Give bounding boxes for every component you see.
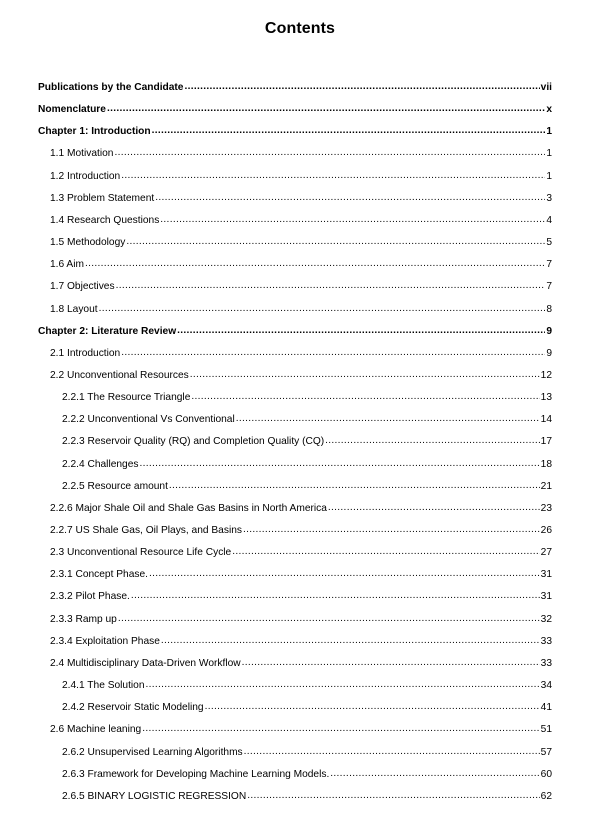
toc-entry-page-number: 62 [540,790,552,802]
dot-leader [243,523,540,537]
toc-chapter-entry[interactable] [38,125,552,139]
toc-entry-page-number: 7 [546,281,552,293]
toc-entry-page-number: 1 [546,170,552,182]
dot-leader [126,235,545,249]
toc-entry-page-number: 8 [546,303,552,315]
dot-leader [149,567,540,581]
toc-entry-label: 2.3 Unconventional Resource Life Cycle [50,547,232,559]
toc-entry-page-number: 18 [540,458,552,470]
dot-leader [325,434,540,448]
toc-entry-page-number: 9 [546,325,552,337]
toc-section-entry[interactable] [50,192,552,206]
toc-entry-label: Publications by the Candidate [38,82,184,93]
toc-section-entry[interactable] [62,790,552,804]
toc-entry-label: 2.6 Machine leaning [50,724,142,736]
toc-entry-label: 1.6 Aim [50,259,84,271]
dot-leader [191,390,539,404]
toc-entry-page-number: 21 [540,480,552,492]
toc-entry-label: 1.4 Research Questions [50,214,160,226]
dot-leader [114,146,545,160]
toc-entry-page-number: 14 [540,414,552,426]
toc-entry-label: 1.7 Objectives [50,281,115,293]
toc-entry-label: Nomenclature [38,104,106,116]
toc-entry-page-number: 32 [540,613,552,625]
toc-section-entry[interactable] [62,701,552,715]
dot-leader [161,634,540,648]
dot-leader [155,191,545,205]
toc-section-entry[interactable] [50,657,552,671]
toc-entry-page-number: 4 [546,214,552,226]
toc-section-entry[interactable] [50,635,552,649]
dot-leader [330,767,539,781]
toc-entry-page-number: 23 [540,502,552,514]
dot-leader [184,80,539,94]
toc-section-entry[interactable] [50,147,552,161]
toc-entry-page-number: 5 [546,237,552,249]
toc-entry-page-number: vii [540,82,552,93]
toc-section-entry[interactable] [50,347,552,361]
toc-entry-label: 2.2 Unconventional Resources [50,369,189,381]
page-title: Contents [264,20,336,37]
toc-section-entry[interactable] [62,480,552,494]
toc-entry-label: 1.2 Introduction [50,170,121,182]
dot-leader [99,302,546,316]
toc-entry-label: 2.6.5 BINARY LOGISTIC REGRESSION [62,790,247,802]
toc-entry-page-number: 12 [540,369,552,381]
toc-entry-page-number: 41 [540,702,552,714]
toc-section-entry[interactable] [62,746,552,760]
toc-entry-page-number: 27 [540,547,552,559]
toc-section-entry[interactable] [62,679,552,693]
toc-entry-page-number: 33 [540,657,552,669]
dot-leader [116,279,546,293]
toc-entry-label: 1.8 Layout [50,303,98,315]
dot-leader [205,700,540,714]
toc-entry-label: 2.2.3 Reservoir Quality (RQ) and Completion Quality (CQ) [62,436,325,448]
toc-section-entry[interactable] [50,214,552,228]
toc-entry-page-number: 17 [540,436,552,448]
toc-chapter-entry[interactable] [38,103,552,117]
toc-section-entry[interactable] [50,502,552,516]
toc-entry-page-number: 1 [546,148,552,160]
dot-leader [107,102,545,116]
toc-section-entry[interactable] [62,435,552,449]
toc-chapter-entry[interactable] [38,325,552,339]
toc-entry-label: 1.1 Motivation [50,148,114,160]
toc-entry-label: 2.6.3 Framework for Developing Machine Learning Models. [62,768,330,780]
toc-entry-label: 2.3.1 Concept Phase. [50,569,148,581]
toc-section-entry[interactable] [62,391,552,405]
toc-entry-page-number: 31 [540,591,552,603]
toc-section-entry[interactable] [62,413,552,427]
dot-leader [146,678,540,692]
toc-entry-label: 2.4.1 The Solution [62,680,145,692]
toc-entry-label: 2.6.2 Unsupervised Learning Algorithms [62,746,243,758]
toc-entry-label: 2.4.2 Reservoir Static Modeling [62,702,204,714]
toc-section-entry[interactable] [62,458,552,472]
dot-leader [177,324,545,338]
toc-entry-page-number: 13 [540,392,552,404]
dot-leader [142,722,539,736]
toc-section-entry[interactable] [50,236,552,250]
toc-section-entry[interactable] [50,303,552,317]
toc-section-entry[interactable] [50,369,552,383]
dot-leader [118,612,540,626]
toc-section-entry[interactable] [50,590,552,604]
dot-leader [328,501,540,515]
toc-entry-label: 1.3 Problem Statement [50,192,155,204]
toc-entry-label: Chapter 2: Literature Review [38,325,177,337]
toc-entry-label: 2.2.1 The Resource Triangle [62,392,191,404]
toc-entry-page-number: 26 [540,525,552,536]
toc-entry-page-number: 51 [540,724,552,736]
dot-leader [85,257,545,271]
dot-leader [247,789,539,803]
toc-entry-page-number: 7 [546,259,552,271]
dot-leader [152,124,546,138]
dot-leader [121,346,545,360]
toc-entry-page-number: 1 [546,126,552,138]
toc-entry-page-number: 3 [546,192,552,204]
toc-entry-label: 2.3.4 Exploitation Phase [50,635,160,647]
toc-entry-label: Chapter 1: Introduction [38,126,151,138]
toc-section-entry[interactable] [50,723,552,737]
toc-section-entry[interactable] [50,258,552,272]
dot-leader [236,412,540,426]
toc-entry-page-number: 9 [546,347,552,359]
toc-entry-label: 2.3.3 Ramp up [50,613,117,625]
dot-leader [190,368,540,382]
toc-entry-label: 2.1 Introduction [50,347,121,359]
dot-leader [160,213,545,227]
toc-entry-label: 1.5 Methodology [50,237,126,249]
toc-entry-page-number: x [546,104,552,116]
toc-section-entry[interactable] [62,768,552,782]
toc-chapter-entry[interactable] [38,81,552,95]
toc-entry-page-number: 33 [540,635,552,647]
toc-entry-label: 2.2.2 Unconventional Vs Conventional [62,414,235,426]
toc-section-entry[interactable] [50,568,552,582]
toc-section-entry[interactable] [50,170,552,184]
dot-leader [232,545,539,559]
toc-section-entry[interactable] [50,613,552,627]
toc-entry-page-number: 60 [540,768,552,780]
dot-leader [242,656,540,670]
toc-section-entry[interactable] [50,280,552,294]
dot-leader [244,745,540,759]
dot-leader [169,479,540,493]
toc-entry-label: 2.2.5 Resource amount [62,480,168,492]
toc-entry-page-number: 57 [540,746,552,758]
dot-leader [139,457,539,471]
toc-entry-label: 2.2.7 US Shale Gas, Oil Plays, and Basins [50,525,242,536]
dot-leader [121,169,545,183]
toc-entry-page-number: 31 [540,569,552,581]
toc-entry-label: 2.2.4 Challenges [62,458,139,470]
toc-entry-page-number: 34 [540,680,552,692]
toc-section-entry[interactable] [50,524,552,538]
toc-entry-label: 2.2.6 Major Shale Oil and Shale Gas Basins in North America [50,502,327,514]
toc-entry-label: 2.3.2 Pilot Phase. [50,591,130,603]
dot-leader [131,589,540,603]
toc-entry-label: 2.4 Multidisciplinary Data-Driven Workflow [50,657,241,669]
toc-section-entry[interactable] [50,546,552,560]
